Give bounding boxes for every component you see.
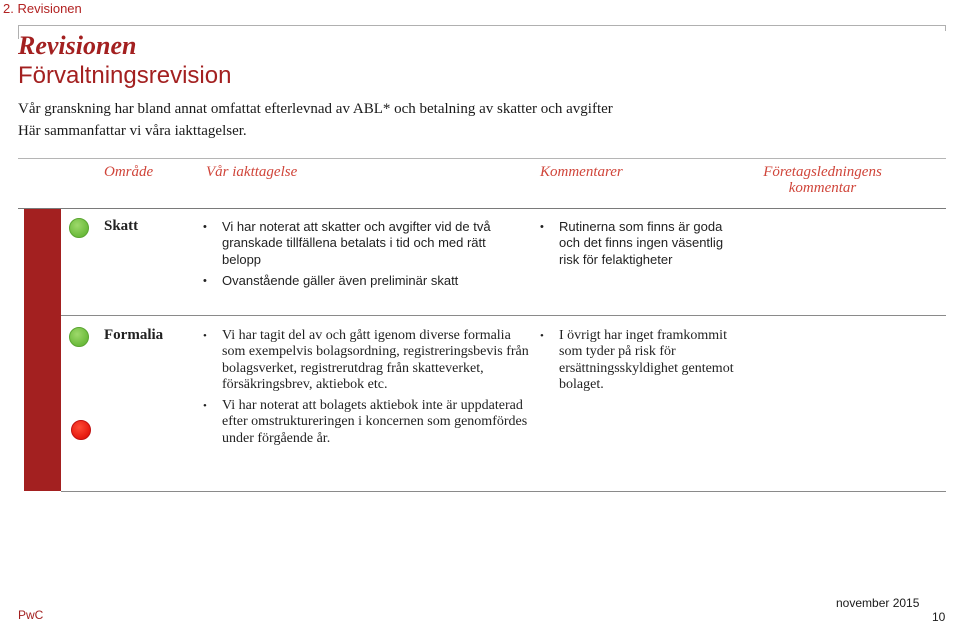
page-subtitle: Förvaltningsrevision <box>18 62 232 89</box>
column-header-observation: Vår iakttagelse <box>206 164 298 180</box>
row-divider <box>61 491 946 492</box>
status-indicator-red-formalia <box>71 420 91 440</box>
section-label: 2. Revisionen <box>3 1 82 16</box>
intro-line-1: Vår granskning har bland annat omfattat efterlevnad av ABL* och betalning av skatter och avgifter <box>18 101 613 117</box>
intro-line-2: Här sammanfattar vi våra iakttagelser. <box>18 123 247 139</box>
comment-list-skatt <box>540 219 740 273</box>
page-title: Revisionen <box>18 31 137 60</box>
observation-list-formalia <box>203 328 533 452</box>
row-area-formalia: Formalia <box>104 327 164 343</box>
list-item: • Vi har noterat att bolagets aktiebok inte är uppdaterad efter omstruktureringen i koncernen som genomfördes under förgående år. <box>203 398 533 447</box>
row-divider <box>61 315 946 316</box>
status-indicator-green-formalia <box>69 327 89 347</box>
footer-page-number: 10 <box>932 610 946 624</box>
observation-list-skatt <box>203 219 523 294</box>
table-header-rule <box>18 208 946 209</box>
status-indicator-green-skatt <box>69 218 89 238</box>
column-header-management: Företagsledningens kommentar <box>763 164 882 196</box>
title-frame-top-line <box>18 25 946 26</box>
footer-date: november 2015 <box>836 596 920 610</box>
comment-list-formalia <box>540 328 750 398</box>
list-item: • Vi har tagit del av och gått igenom diverse formalia som exempelvis bolagsordning, registreringsbevis från bolagsverket, registrerutdrag från skatteverket, försäkringsbrev, aktiebok etc. <box>203 328 533 393</box>
column-header-comments: Kommentarer <box>540 164 623 180</box>
table-top-rule <box>18 158 946 159</box>
title-frame-right-line <box>945 25 946 31</box>
list-item: • Vi har noterat att skatter och avgifter vid de två granskade tillfällena betalats i tid och med rätt belopp <box>203 219 523 268</box>
footer-brand: PwC <box>18 608 44 622</box>
list-item: • I övrigt har inget framkommit som tyder på risk för ersättningsskyldighet gentemot bolaget. <box>540 328 750 393</box>
table-accent-bar <box>24 209 61 491</box>
list-item: • Rutinerna som finns är goda och det finns ingen väsentlig risk för felaktigheter <box>540 219 740 268</box>
column-header-area: Område <box>104 164 154 180</box>
list-item: • Ovanstående gäller även preliminär skatt <box>203 273 523 289</box>
row-area-skatt: Skatt <box>104 218 139 234</box>
